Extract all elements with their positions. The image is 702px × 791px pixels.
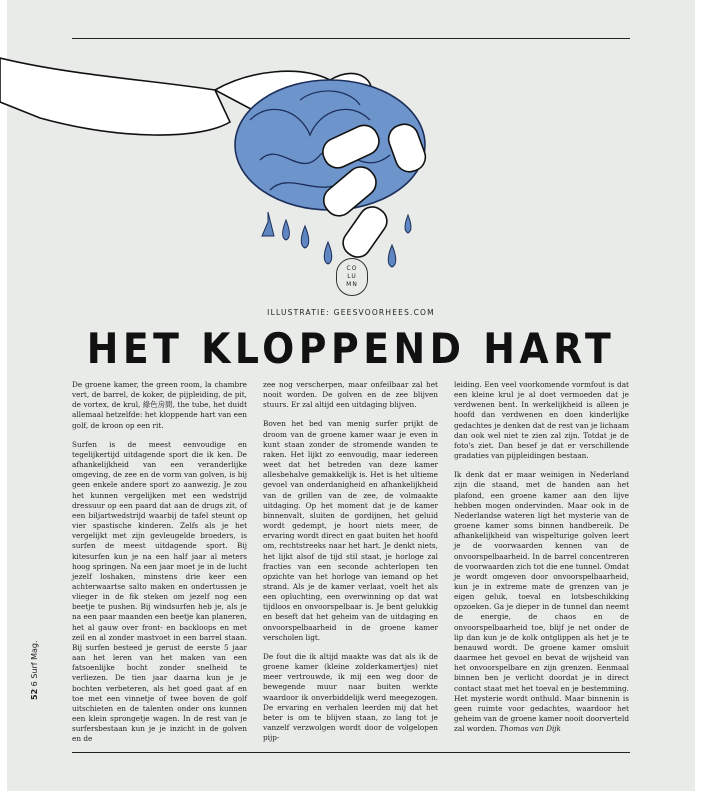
top-rule: [72, 38, 630, 39]
column-3: [454, 380, 629, 750]
article-headline: HET KLOPPEND HART: [86, 324, 616, 373]
magazine-name: 6 Surf Mag.: [30, 640, 39, 687]
paragraph: Boven het bed van menig surfer prijkt de droom van de groene kamer waar je even in kunt staan zonder de stromende wanden te raken. Het lijkt zo eenvoudig, maar iedereen weet dat het betreden van deze kamer allesbehalve gemakkelijk is. Het is het ultieme gevoel van onderdanigheid en afhankelijkheid van de grillen van de zee, de volmaakte uitdaging. Op het moment dat je de kamer binnenvalt, sluiten de gordijnen, het geluid wordt gedempt, je hoort niets meer, de ervaring wordt direct en gaat buiten het hoofd om, rechtstreeks naar het hart. Je denkt niets, het lijkt alsof de tijd stil staat, je horloge zal fracties van een seconde achterlopen ten opzichte van het horloge van iemand op het strand. Als je de kamer verlaat, voelt het als een opluchting, een overwinning op dat wat tijdloos en onvoorspelbaar is. Je bent gelukkig en beseft dat het geheim van de uitdaging en onvoorspelbaarheid in de groene kamer verscholen ligt.: [263, 419, 438, 642]
paragraph: zee nog verscherpen, maar onfeilbaar zal het nooit worden. De golven en de zee blijven stuurs. Er zal altijd een uitdaging blijven.: [263, 380, 438, 410]
paragraph-text: Ik denk dat er maar weinigen in Nederland zijn die staand, met de handen aan het plafond, een groene kamer aan den lijve hebben mogen ondervinden. Maar ook in de Nederlandse wateren ligt het mysterie van de groene kamer soms binnen handbereik. De afhankelijkheid van wispelturige golven leert je de voorwaarden kennen van de onvoorspelbaarheid. In de barrel concentreren de voorwaarden zich tot die ene tunnel. Omdat je wordt omgeven door onvoorspelbaarheid, kun je in extreme mate de grenzen van je eigen geluk, toeval en lotsbeschikking opzoeken. Ga je dieper in de tunnel dan neemt de energie, de chaos en de onvoorspelbaarheid toe, blijf je net onder de lip dan kun je de kolk ontglippen als het je te benauwd wordt. De groene kamer omsluit daarmee het gevoel en bevat de wijsheid van het onvoorspelbare en zijn grenzen. Eenmaal binnen ben je verlicht doordat je in direct contact staat met het toeval en je bestemming. Het mysterie wordt onthuld. Maar binnenin is geen ruimte voor gedachtes, waardoor het geheim van de groene kamer nooit doorverteld zal worden.: [454, 470, 629, 734]
paragraph: De fout die ik altijd maakte was dat als ik de groene kamer (kleine zolderkamertjes) niet meer vertrouwde, ik mij een weg door de bewegende muur naar buiten werkte waardoor ik onverbiddelijk werd meegezogen. De ervaring en verhalen leerden mij dat het beter is om te blijven staan, zo lang tot je vanzelf verzwolgen wordt door de volgelopen pijp-: [263, 651, 438, 743]
column-badge-line: MN: [346, 281, 358, 288]
page-footer: [30, 640, 39, 700]
paragraph: Surfen is de meest eenvoudige en tegelijkertijd uitdagende sport die ik ken. De afhankelijkheid van een veranderlijke omgeving, de zee en de vorm van golven, is bij geen enkele andere sport zo aanwezig. Je zou het kunnen vergelijken met een wedstrijd dressuur op een paard dat aan de drugs zit, of een biljartwedstrijd waarbij de tafel steunt op vier spastische kinderen. Zelfs als je het vergelijkt met zijn gevleugelde broeders, is surfen de meest uitdagende sport. Bij kitesurfen kun je na een half jaar al meters hoog springen. Na een jaar moet je in de lucht jezelf loshaken, minstens drie keer een achterwaartse salto maken en ondertussen je vlieger in de fik steken om jezelf nog een beetje te pushen. Bij windsurfen heb je, als je na een paar maanden een beetje kan planeren, het al gauw over front- en backloops en met zeil en al zonder mastvoet in een barrel staan. Bij surfen besteed je gerust de eerste 5 jaar aan het leren van het maken van een fatsoenlijke bocht zonder snelheid te verliezen. De tien jaar daarna kun je je bochten verbeteren, als het goed gaat af en toe met een vinnetje of twee boven de golf uitschieten en de talenten onder ons kunnen een klein sprongetje wagen. In de rest van je surfersbestaan kun je je inzicht in de golven en de: [72, 439, 247, 744]
column-badge-line: CO: [346, 265, 358, 272]
column-badge-line: LU: [347, 273, 357, 280]
paragraph: [454, 470, 629, 734]
squeezed-heart-illustration: [0, 40, 480, 290]
column-1: [72, 380, 247, 750]
article-body: [72, 380, 630, 750]
page-number: 52: [30, 688, 39, 700]
author-signature: Thomas van Dijk: [499, 724, 561, 734]
bottom-rule: [72, 752, 630, 753]
column-badge: [336, 258, 368, 296]
illustration-credit: ILLUSTRATIE: GEESVOORHEES.COM: [267, 308, 435, 317]
paragraph: De groene kamer, the green room, la chambre vert, de barrel, de koker, de pijpleiding, de pit, de vortex, de krul, 綠色房間, the tube, het duidt allemaal hetzelfde: het kloppende hart van een golf, de kroon op een rit.: [72, 380, 247, 430]
column-2: [263, 380, 438, 750]
paragraph: leiding. Een veel voorkomende vormfout is dat een kleine krul je al doet vermoeden dat je verdwenen bent. In werkelijkheid is alleen je hoofd dan verdwenen en doen kinderlijke gedachtes je denken dat de rest van je lichaam dan ook wel niet te zien zal zijn. Totdat je de foto's ziet. Dan besef je dat er verschillende gradaties van pijpleidingen bestaan.: [454, 380, 629, 461]
